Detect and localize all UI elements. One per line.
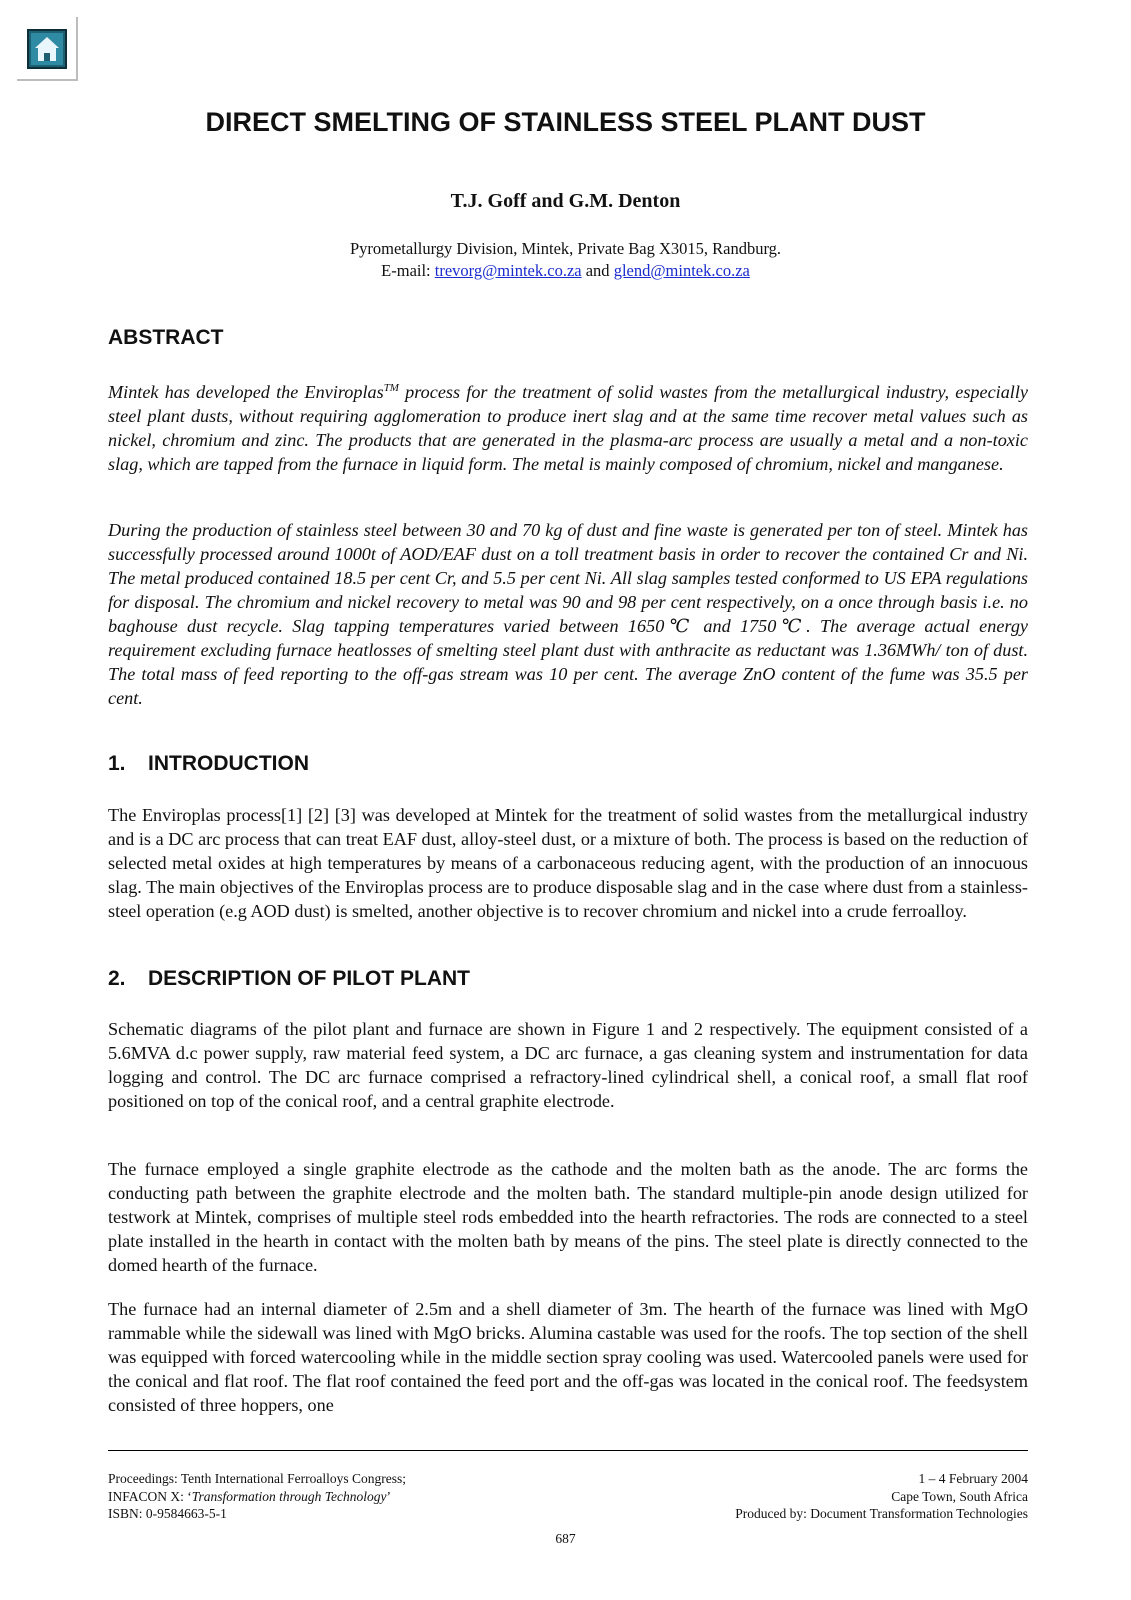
- abstract-paragraph-1: [108, 376, 1028, 476]
- home-button[interactable]: [17, 17, 78, 81]
- section-1-paragraph-1: The Enviroplas process[1] [2] [3] was developed at Mintek for the treatment of solid wastes from the metallurgical industry and is a DC arc process that can treat EAF dust, alloy-steel dust, or a mixture of both. The process is based on the reduction of selected metal oxides at high temperatures by means of a carbonaceous reducing agent, with the production of an innocuous slag. The main objectives of the Enviroplas process are to produce disposable slag and in the case where dust from a stainless-steel operation (e.g AOD dust) is smelted, another objective is to recover chromium and nickel into a crude ferroalloy.: [108, 805, 1028, 921]
- footer-proceedings: [108, 1470, 406, 1523]
- footer-left-2-pre: INFACON X: ‘: [108, 1488, 192, 1504]
- abstract-p1-post: process for the treatment of solid wastes from the metallurgical industry, especially steel plant dusts, without requiring agglomeration to produce inert slag and at the same time recover metal values such as nickel, chromium and zinc. The products that are generated in the plasma-arc process are usually a metal and a non-toxic slag, which are tapped from the furnace in liquid form. The metal is mainly composed of chromium, nickel and manganese.: [108, 382, 1028, 475]
- email-and: and: [581, 261, 614, 280]
- section-2-heading: [108, 967, 470, 991]
- footer-left-line-1: Proceedings: Tenth International Ferroalloys Congress;: [108, 1471, 406, 1486]
- section-2-title: DESCRIPTION OF PILOT PLANT: [148, 967, 471, 990]
- footer-left-2-post: ’: [386, 1488, 392, 1504]
- section-1-title: INTRODUCTION: [148, 752, 309, 775]
- section-2-paragraph-1: Schematic diagrams of the pilot plant and furnace are shown in Figure 1 and 2 respectively. The equipment consisted of a 5.6MVA d.c power supply, raw material feed system, a DC arc furnace, a gas cleaning system and instrumentation for data logging and control. The DC arc furnace comprised a refractory-lined cylindrical shell, a conical roof, a small flat roof positioned on top of the conical roof, and a central graphite electrode.: [108, 1019, 1028, 1111]
- section-2-paragraph-3: The furnace had an internal diameter of 2.5m and a shell diameter of 3m. The hearth of the furnace was lined with MgO rammable while the sidewall was lined with MgO bricks. Alumina castable was used for the roofs. The top section of the shell was equipped with forced watercooling while in the middle section spray cooling was used. Watercooled panels were used for the conical and flat roof. The flat roof contained the feed port and the off-gas was located in the conical roof. The feedsystem consisted of three hoppers, one: [108, 1299, 1028, 1415]
- abstract-p1-pre: Mintek has developed the Enviroplas: [108, 382, 384, 403]
- paper-title: DIRECT SMELTING OF STAINLESS STEEL PLANT DUST: [205, 107, 926, 137]
- section-1-number: 1.: [108, 752, 126, 775]
- affiliation-address: Pyrometallurgy Division, Mintek, Private Bag X3015, Randburg.: [349, 239, 782, 258]
- footer-left-line-2: [108, 1488, 406, 1506]
- page-number: 687: [555, 1531, 576, 1546]
- affiliation: [0, 238, 1131, 282]
- affiliation-email-line: [0, 260, 1131, 282]
- footer-right-line-2: Cape Town, South Africa: [891, 1488, 1028, 1504]
- footer-right-line-1: 1 – 4 February 2004: [918, 1471, 1028, 1486]
- email-label: E-mail:: [381, 261, 435, 280]
- authors: T.J. Goff and G.M. Denton: [450, 190, 681, 212]
- footer-right-line-3: Produced by: Document Transformation Technologies: [735, 1506, 1028, 1521]
- home-icon: [27, 29, 67, 69]
- footer-left-line-3: ISBN: 0-9584663-5-1: [108, 1506, 227, 1521]
- section-2-paragraph-2: The furnace employed a single graphite electrode as the cathode and the molten bath as the anode. The arc forms the conducting path between the graphite electrode and the molten bath. The standard multiple-pin anode design utilized for testwork at Mintek, comprises of multiple steel rods embedded into the hearth refractories. The rods are connected to a steel plate installed in the hearth in contact with the molten bath by means of the pins. The steel plate is directly connected to the domed hearth of the furnace.: [108, 1159, 1028, 1275]
- email-link-denton[interactable]: glend@mintek.co.za: [613, 261, 750, 280]
- abstract-heading: ABSTRACT: [108, 326, 224, 349]
- trademark-sup: TM: [383, 382, 399, 394]
- section-1-heading: [108, 752, 309, 776]
- email-link-goff[interactable]: trevorg@mintek.co.za: [434, 261, 582, 280]
- footer-divider: [108, 1450, 1028, 1451]
- section-2-number: 2.: [108, 967, 126, 990]
- footer-left-2-italic: Transformation through Technology: [191, 1488, 387, 1504]
- abstract-paragraph-2: During the production of stainless steel between 30 and 70 kg of dust and fine waste is generated per ton of steel. Mintek has successfully processed around 1000t of AOD/EAF dust on a toll treatment basis in order to recover the contained Cr and Ni. The metal produced contained 18.5 per cent Cr, and 5.5 per cent Ni. All slag samples tested conformed to US EPA regulations for disposal. The chromium and nickel recovery to metal was 90 and 98 per cent respectively, on a once through basis i.e. no baghouse dust recycle. Slag tapping temperatures varied between 1650℃ and 1750℃. The average actual energy requirement excluding furnace heatlosses of smelting steel plant dust with anthracite as reductant was 1.36MWh/ ton of dust. The total mass of feed reporting to the off-gas stream was 10 per cent. The average ZnO content of the fume was 35.5 per cent.: [108, 520, 1028, 708]
- footer-event: [735, 1470, 1028, 1523]
